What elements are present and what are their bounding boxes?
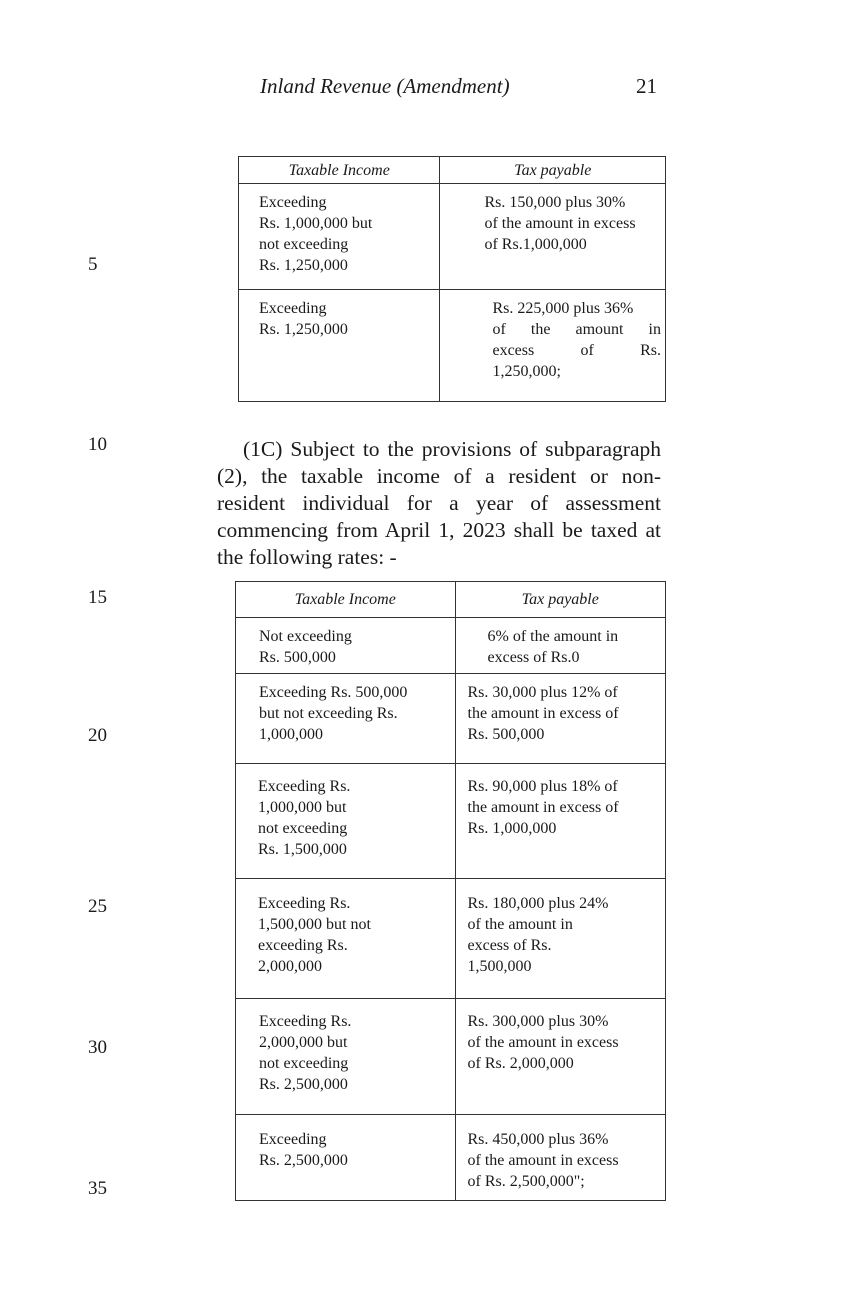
taxable-income-cell: Exceeding Rs. 1,000,000 but not exceeding Rs. 1,250,000 (239, 184, 440, 290)
column-header-tax-payable: Tax payable (455, 582, 666, 618)
line-number: 25 (88, 896, 107, 917)
provision-paragraph-1c: (1C) Subject to the provisions of subparagraph (2), the taxable income of a resident or non-resident individual for a year of assessment commencing from April 1, 2023 shall be taxed at the following rates: - (217, 437, 661, 569)
table-header-row (236, 582, 666, 618)
taxable-income-cell: Exceeding Rs. 1,000,000 but not exceeding Rs. 1,500,000 (236, 764, 456, 879)
taxable-income-cell: Exceeding Rs. 1,500,000 but not exceeding Rs. 2,000,000 (236, 879, 456, 999)
taxable-income-cell: Not exceeding Rs. 500,000 (236, 618, 456, 674)
line-number: 20 (88, 725, 107, 746)
tax-payable-cell: Rs. 30,000 plus 12% of the amount in excess of Rs. 500,000 (455, 674, 666, 764)
tax-payable-cell: Rs. 90,000 plus 18% of the amount in excess of Rs. 1,000,000 (455, 764, 666, 879)
line-number: 10 (88, 434, 107, 455)
taxable-income-cell: Exceeding Rs. 500,000 but not exceeding Rs. 1,000,000 (236, 674, 456, 764)
page-number: 21 (636, 74, 657, 98)
line-number: 35 (88, 1178, 107, 1199)
tax-payable-cell: 6% of the amount in excess of Rs.0 (455, 618, 666, 674)
table-row (236, 1115, 666, 1201)
tax-rate-table-1 (238, 156, 666, 402)
table-row (236, 999, 666, 1115)
table-row (239, 290, 666, 402)
taxable-income-cell: Exceeding Rs. 1,250,000 (239, 290, 440, 402)
column-header-taxable-income: Taxable Income (236, 582, 456, 618)
tax-payable-cell: Rs. 225,000 plus 36% of the amount in excess of Rs. 1,250,000; (440, 290, 666, 402)
taxable-income-cell: Exceeding Rs. 2,500,000 (236, 1115, 456, 1201)
table-row (236, 879, 666, 999)
tax-rate-table-2 (235, 581, 666, 1201)
line-number: 15 (88, 587, 107, 608)
line-number: 5 (88, 254, 98, 275)
table-header-row (239, 157, 666, 184)
tax-payable-cell: Rs. 300,000 plus 30% of the amount in excess of Rs. 2,000,000 (455, 999, 666, 1115)
running-header-title: Inland Revenue (Amendment) (260, 74, 510, 98)
table-row (236, 764, 666, 879)
tax-payable-cell: Rs. 150,000 plus 30% of the amount in excess of Rs.1,000,000 (440, 184, 666, 290)
line-number: 30 (88, 1037, 107, 1058)
taxable-income-cell: Exceeding Rs. 2,000,000 but not exceeding Rs. 2,500,000 (236, 999, 456, 1115)
table-row (239, 184, 666, 290)
tax-payable-cell: Rs. 450,000 plus 36% of the amount in excess of Rs. 2,500,000"; (455, 1115, 666, 1201)
tax-payable-cell: Rs. 180,000 plus 24% of the amount in excess of Rs. 1,500,000 (455, 879, 666, 999)
table-row (236, 618, 666, 674)
column-header-tax-payable: Tax payable (440, 157, 666, 184)
column-header-taxable-income: Taxable Income (239, 157, 440, 184)
table-row (236, 674, 666, 764)
